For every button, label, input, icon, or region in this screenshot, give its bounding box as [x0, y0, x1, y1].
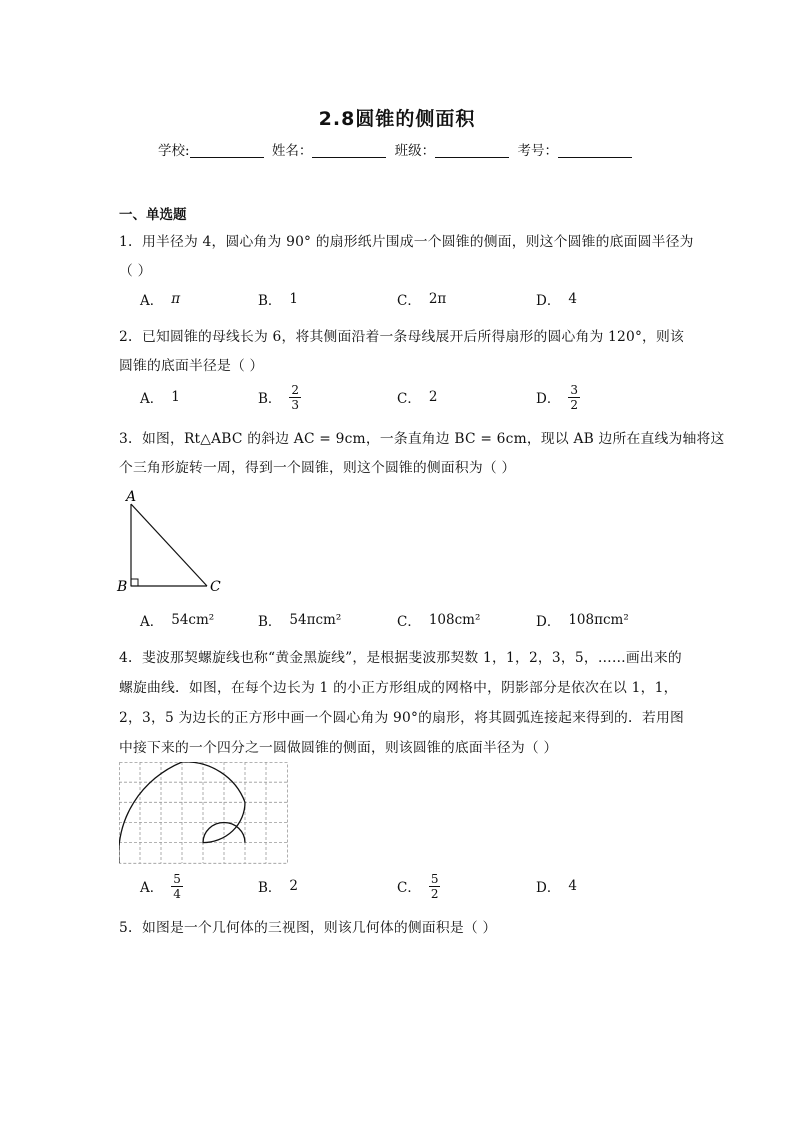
option-text: 108πcm² [568, 612, 629, 628]
q4-line-1: 4．斐波那契螺旋线也称“黄金黑旋线”，是根据斐波那契数 1，1，2，3，5，……画出来的 [119, 650, 682, 666]
option-text: 2 [289, 878, 299, 894]
q3-option-d[interactable] [536, 604, 629, 636]
option-label: D． [536, 391, 561, 407]
q1-line-1: 1．用半径为 4，圆心角为 90° 的扇形纸片围成一个圆锥的侧面，则这个圆锥的底面圆半径为 [119, 234, 694, 250]
vertex-c-label: C [210, 579, 221, 595]
q3-option-c[interactable] [397, 604, 480, 636]
grid [119, 762, 288, 863]
q5-line-1: 5．如图是一个几何体的三视图，则该几何体的侧面积是（ ） [119, 920, 497, 936]
option-label: C． [397, 391, 421, 407]
name-label: 姓名： [271, 143, 313, 159]
q2-option-d[interactable] [536, 381, 580, 413]
option-label: B． [258, 391, 282, 407]
q3-options [140, 604, 700, 636]
option-label: B． [258, 614, 282, 630]
right-triangle-figure [114, 486, 234, 598]
fraction-denominator: 2 [570, 397, 578, 412]
fraction [289, 383, 301, 412]
fraction-denominator: 4 [173, 886, 181, 901]
option-text: 108cm² [428, 612, 481, 628]
fraction [568, 383, 580, 412]
fraction [171, 872, 183, 901]
fibonacci-spiral-figure [119, 762, 289, 864]
q4-line-3: 2，3，5 为边长的正方形中画一个圆心角为 90°的扇形，将其圆弧连接起来得到的．若用图 [119, 710, 685, 726]
class-label: 班级： [394, 143, 436, 159]
section-heading: 一、单选题 [119, 207, 187, 223]
option-text: 4 [568, 878, 577, 894]
q1-option-d[interactable] [536, 283, 577, 315]
q4-line-2: 螺旋曲线．如图，在每个边长为 1 的小正方形组成的网格中，阴影部分是依次在以 1，1， [119, 680, 678, 696]
option-text: 2π [428, 291, 447, 307]
school-blank[interactable] [190, 143, 264, 158]
right-angle-mark [131, 579, 138, 586]
q2-option-b[interactable] [258, 381, 301, 413]
option-label: B． [258, 293, 282, 309]
fraction-numerator: 5 [173, 871, 181, 886]
q3-option-a[interactable] [140, 604, 214, 636]
option-label: D． [536, 880, 561, 896]
q3-line-2: 个三角形旋转一周，得到一个圆锥，则这个圆锥的侧面积为（ ） [119, 460, 516, 476]
page-title: 2.8圆锥的侧面积 [318, 108, 476, 130]
q1-option-a[interactable] [140, 283, 180, 315]
fraction-numerator: 5 [430, 871, 439, 886]
school-label: 学校: [158, 143, 190, 159]
option-label: D． [536, 293, 561, 309]
class-blank[interactable] [435, 143, 509, 158]
vertex-b-label: B [117, 579, 128, 595]
option-label: A． [140, 880, 164, 896]
grid-border [120, 763, 288, 864]
q3-line-1: 3．如图，Rt△ABC 的斜边 AC = 9cm，一条直角边 BC = 6cm，现以 AB 边所在直线为轴将这 [119, 431, 725, 447]
exam-number-blank[interactable] [558, 143, 632, 158]
fraction-numerator: 3 [570, 382, 578, 397]
q1-options [140, 283, 700, 315]
q2-line-1: 2．已知圆锥的母线长为 6，将其侧面沿着一条母线展开后所得扇形的圆心角为 120°，则该 [119, 329, 685, 345]
q4-option-c[interactable] [397, 870, 440, 902]
option-text: 1 [171, 389, 180, 405]
student-info-row [0, 139, 794, 159]
q4-option-a[interactable] [140, 870, 183, 902]
q1-line-2: （ ） [119, 263, 152, 279]
q4-option-d[interactable] [536, 870, 577, 902]
q4-option-b[interactable] [258, 870, 298, 902]
option-text: 1 [289, 291, 299, 307]
fraction [429, 872, 441, 901]
q2-options [140, 381, 700, 413]
option-text: 54πcm² [289, 612, 342, 628]
fraction-denominator: 2 [430, 886, 439, 901]
q2-option-c[interactable] [397, 381, 437, 413]
name-blank[interactable] [312, 143, 386, 158]
q3-option-b[interactable] [258, 604, 341, 636]
option-label: D． [536, 614, 561, 630]
option-text: 2 [428, 389, 438, 405]
option-text: 4 [568, 291, 577, 307]
option-text: 54cm² [171, 612, 215, 628]
q2-line-2: 圆锥的底面半径是（ ） [119, 358, 264, 374]
option-label: C． [397, 614, 421, 630]
q1-option-c[interactable] [397, 283, 446, 315]
option-label: A． [140, 391, 164, 407]
vertex-a-label: A [126, 489, 137, 505]
option-text: π [171, 291, 181, 307]
q2-option-a[interactable] [140, 381, 180, 413]
option-label: C． [397, 293, 421, 309]
q4-options [140, 870, 700, 902]
option-label: C． [397, 880, 421, 896]
q1-option-b[interactable] [258, 283, 298, 315]
fraction-denominator: 3 [291, 397, 300, 412]
option-label: A． [140, 293, 164, 309]
q4-line-4: 中接下来的一个四分之一圆做圆锥的侧面，则该圆锥的底面半径为（ ） [119, 740, 558, 756]
side-ac [131, 504, 207, 586]
option-label: A． [140, 614, 164, 630]
exam-number-label: 考号： [517, 143, 558, 159]
fraction-numerator: 2 [291, 382, 300, 397]
option-label: B． [258, 880, 282, 896]
